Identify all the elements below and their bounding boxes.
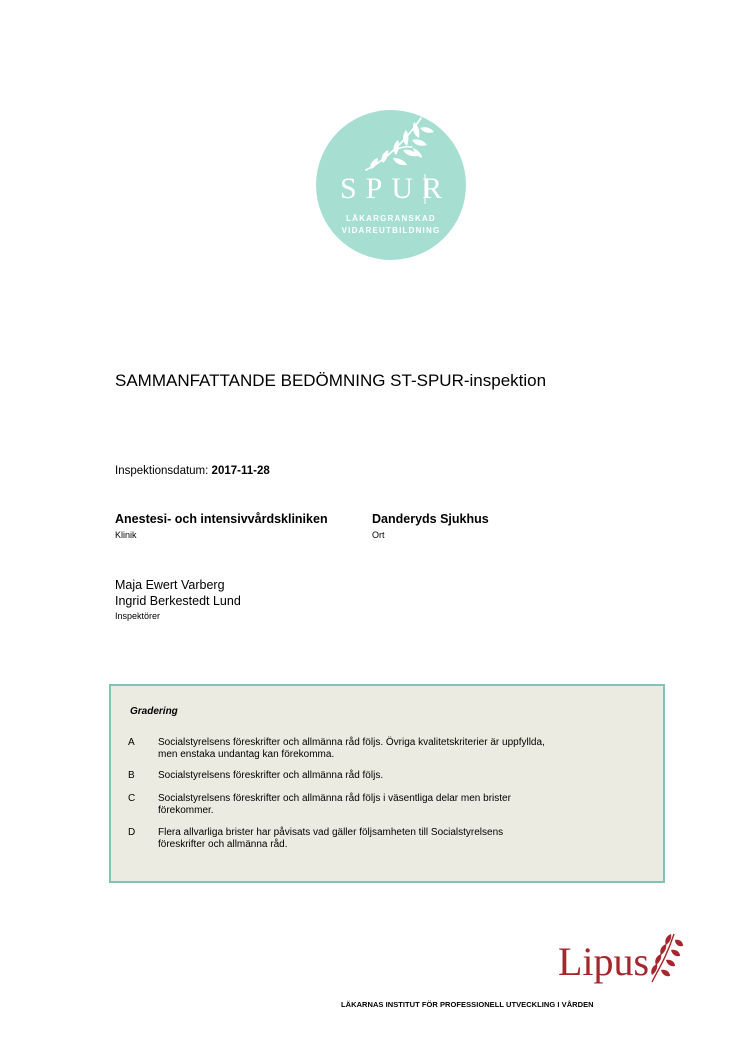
grading-text-line: Socialstyrelsens föreskrifter och allmänna råd följs i väsentliga delar men brister [158, 793, 511, 804]
inspection-date-label: Inspektionsdatum: [115, 465, 209, 477]
logo-subtitle-line1: LÄKARGRANSKAD [346, 214, 436, 223]
grading-text-line: Socialstyrelsens föreskrifter och allmänna råd följs. [158, 770, 384, 781]
grading-text-line: Flera allvarliga brister har påvisats vad gäller följsamheten till Socialstyrelsens [158, 827, 504, 838]
grading-text-line: Socialstyrelsens föreskrifter och allmänna råd följs. Övriga kvalitetskriterier är uppfyllda, [158, 737, 545, 748]
clinic-label: Klinik [115, 530, 137, 540]
logo-wordmark: SPUR [339, 172, 452, 205]
grading-letter: C [128, 793, 136, 804]
inspectors-label: Inspektörer [115, 611, 161, 621]
location-label: Ort [372, 530, 385, 540]
wheat-sprig-icon [644, 930, 684, 985]
location-name: Danderyds Sjukhus [372, 512, 489, 526]
grading-text-line: föreskrifter och allmänna råd. [158, 839, 288, 850]
grading-text [158, 770, 658, 782]
inspection-date [115, 465, 270, 477]
lipus-logo-wordmark: Lipus [558, 939, 650, 984]
grading-letter: A [128, 737, 135, 748]
grading-box [109, 684, 665, 883]
grading-title: Gradering [130, 706, 178, 717]
grading-text-line: förekommer. [158, 805, 214, 816]
grading-text [158, 827, 658, 851]
grading-letter: D [128, 827, 136, 838]
inspector-name: Ingrid Berkestedt Lund [115, 594, 241, 608]
inspector-name: Maja Ewert Varberg [115, 578, 225, 592]
grading-text [158, 793, 658, 817]
inspection-date-value: 2017-11-28 [211, 465, 270, 477]
clinic-name: Anestesi- och intensivvårdskliniken [115, 512, 328, 526]
grading-letter: B [128, 770, 135, 781]
logo-subtitle-line2: VIDAREUTBILDNING [341, 226, 441, 235]
grading-text-line: men enstaka undantag kan förekomma. [158, 749, 335, 760]
page-title: SAMMANFATTANDE BEDÖMNING ST-SPUR-inspektion [115, 371, 547, 390]
spur-logo [316, 110, 466, 260]
grading-text [158, 737, 658, 761]
lipus-tagline: LÄKARNAS INSTITUT FÖR PROFESSIONELL UTVECKLING I VÅRDEN [341, 1000, 594, 1009]
